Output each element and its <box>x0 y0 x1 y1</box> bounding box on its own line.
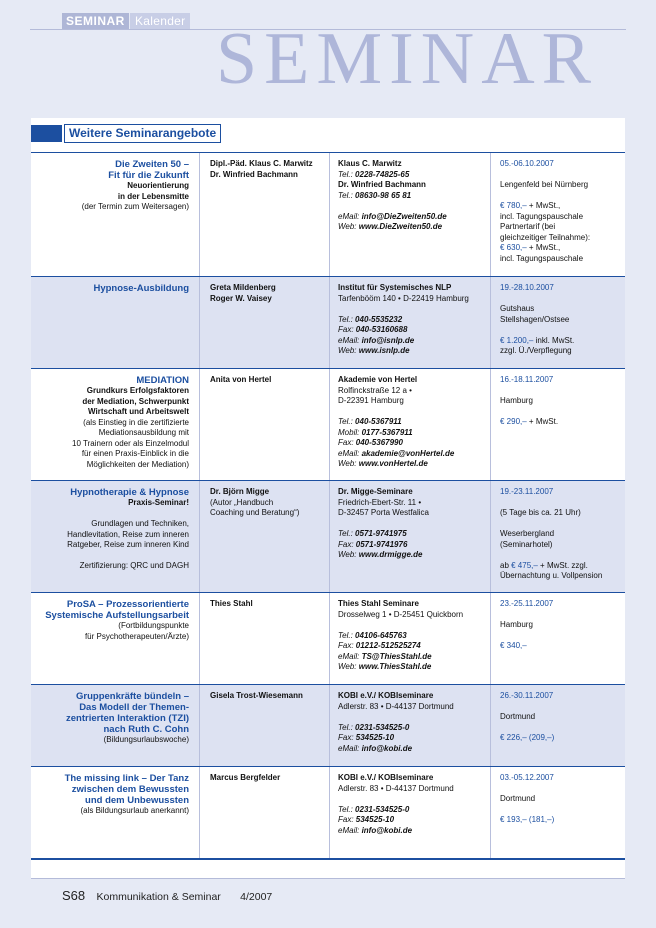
seminar-date: 19.-28.10.2007 <box>500 283 554 292</box>
column-separator <box>199 685 200 766</box>
organizer-name: Thies Stahl Seminare <box>338 599 419 608</box>
seminar-subtitle: der Mediation, Schwerpunkt <box>82 396 189 406</box>
price-value: € 630,– <box>500 243 527 252</box>
contact-line <box>338 191 488 202</box>
column-separator <box>199 481 200 592</box>
contact-line <box>338 550 488 561</box>
contact-label: Tel.: <box>338 190 356 200</box>
seminar-subtitle: Grundkurs Erfolgsfaktoren <box>86 386 189 395</box>
price-line <box>500 336 618 347</box>
spacer <box>500 407 618 418</box>
contact-line <box>338 662 488 673</box>
contact-cell <box>338 773 488 836</box>
info-line: Stellshagen/Ostsee <box>500 314 570 324</box>
content-area <box>31 118 625 878</box>
info-line: gleichzeitiger Teilnahme): <box>500 232 591 242</box>
contact-value: 0571-9741975 <box>355 529 407 538</box>
contact-value: www.isnlp.de <box>358 346 410 355</box>
spacer <box>500 631 618 642</box>
seminar-title: Das Modell der Themen- <box>79 702 189 713</box>
table-row <box>31 276 625 368</box>
spacer <box>31 551 189 562</box>
contact-cell <box>338 375 488 470</box>
seminar-note: Ratgeber, Reise zum inneren Kind <box>67 540 189 549</box>
contact-value: 040-5535232 <box>355 314 403 324</box>
contact-cell <box>338 599 488 673</box>
contact-line <box>338 631 488 642</box>
seminar-date: 19.-23.11.2007 <box>500 487 554 496</box>
column-separator <box>329 685 330 766</box>
spacer <box>500 610 618 621</box>
trainer-name: Dipl.-Päd. Klaus C. Marwitz <box>210 159 313 168</box>
column-separator <box>329 767 330 858</box>
info-line: Übernachtung u. Vollpension <box>500 571 603 580</box>
publication-name: Kommunikation & Seminar <box>96 891 221 903</box>
info-line: Hamburg <box>500 396 533 405</box>
spacer <box>500 702 618 713</box>
trainer-cell <box>210 599 328 610</box>
column-separator <box>490 685 491 766</box>
seminar-note: (als Einstieg in die zertifizierte <box>83 417 189 427</box>
trainer-name: Dr. Winfried Bachmann <box>210 169 298 179</box>
seminar-note: Grundlagen und Techniken, <box>91 519 189 528</box>
contact-line <box>338 652 488 663</box>
contact-label: Fax: <box>338 815 356 824</box>
contact-line <box>338 417 488 428</box>
trainer-note: Coaching und Beratung“) <box>210 508 300 517</box>
price-value: € 1.200,– <box>500 335 534 345</box>
contact-value: info@isnlp.de <box>361 335 415 345</box>
price-suffix: + MwSt. zzgl. <box>537 560 588 570</box>
seminar-title: The missing link – Der Tanz <box>64 773 189 784</box>
trainer-note: (Autor „Handbuch <box>210 497 274 507</box>
seminar-note: (Bildungsurlaubswoche) <box>103 735 189 744</box>
organizer-name: KOBI e.V./ KOBIseminare <box>338 691 434 700</box>
page-footer <box>62 888 272 903</box>
column-separator <box>329 369 330 480</box>
spacer <box>500 498 618 509</box>
trainer-name: Dr. Björn Migge <box>210 487 270 496</box>
spacer <box>500 325 618 336</box>
column-separator <box>199 593 200 684</box>
price-line <box>500 417 618 428</box>
contact-value: 0177-5367911 <box>361 427 413 437</box>
contact-value: www.drmigge.de <box>358 550 423 559</box>
contact-label: eMail: <box>338 651 362 661</box>
contact-label: eMail: <box>338 825 362 835</box>
spacer <box>31 509 189 520</box>
trainer-name: Gisela Trost-Wiesemann <box>210 691 303 700</box>
page-header <box>0 0 656 118</box>
date-price-cell <box>500 487 618 582</box>
contact-value: info@DieZweiten50.de <box>361 211 447 221</box>
price-line <box>500 201 618 212</box>
table-row <box>31 368 625 480</box>
date-price-cell <box>500 375 618 428</box>
contact-value: TS@ThiesStahl.de <box>361 651 432 661</box>
address-line: Adlerstr. 83 • D-44137 Dortmund <box>338 783 454 793</box>
column-separator <box>329 481 330 592</box>
seminar-title: Die Zweiten 50 – <box>115 159 189 170</box>
seminar-title: Systemische Aufstellungsarbeit <box>45 610 189 621</box>
date-price-cell <box>500 159 618 264</box>
organizer-name: KOBI e.V./ KOBIseminare <box>338 773 434 782</box>
contact-label: eMail: <box>338 211 362 221</box>
seminar-title-cell <box>31 599 189 642</box>
contact-value: 040-5367990 <box>355 438 403 447</box>
contact-value: 04106-645763 <box>355 630 407 640</box>
seminar-subtitle: Neuorientierung <box>127 181 189 190</box>
seminar-title: und dem Unbewussten <box>85 795 189 806</box>
contact-label: Fax: <box>338 325 356 334</box>
info-line: incl. Tagungspauschale <box>500 253 584 263</box>
section-marker <box>31 125 62 142</box>
contact-cell <box>338 159 488 233</box>
spacer <box>500 519 618 530</box>
info-line: Partnertarif (bei <box>500 222 556 231</box>
seminar-title: MEDIATION <box>136 375 189 386</box>
spacer <box>500 723 618 734</box>
column-separator <box>329 153 330 276</box>
price-suffix: inkl. MwSt. <box>533 335 575 345</box>
contact-label: Fax: <box>338 438 356 447</box>
table-row <box>31 152 625 276</box>
contact-value: 01212-512525274 <box>355 641 421 650</box>
contact-label: Fax: <box>338 539 356 549</box>
trainer-name: Roger W. Vaisey <box>210 293 272 303</box>
contact-label: Tel.: <box>338 314 356 324</box>
trainer-cell <box>210 159 328 180</box>
seminar-subtitle: Praxis-Seminar! <box>128 498 189 507</box>
contact-value: 040-5367911 <box>355 417 402 426</box>
column-separator <box>490 593 491 684</box>
organizer-name: Akademie von Hertel <box>338 375 418 384</box>
column-separator <box>329 277 330 368</box>
seminar-note: Zertifizierung: QRC und DAGH <box>79 561 189 570</box>
seminar-title-cell <box>31 159 189 213</box>
contact-line <box>338 733 488 744</box>
contact-label: Web: <box>338 662 359 671</box>
contact-label: Tel.: <box>338 529 356 538</box>
section-title: Weitere Seminarangebote <box>64 124 221 143</box>
spacer <box>500 805 618 816</box>
date-price-cell <box>500 283 618 357</box>
spacer <box>338 304 488 315</box>
price-suffix: + MwSt., <box>526 243 561 252</box>
column-separator <box>199 369 200 480</box>
price-line <box>500 733 618 744</box>
price-value: € 226,– (209,–) <box>500 733 555 742</box>
seminar-note: (als Bildungsurlaub anerkannt) <box>80 806 189 815</box>
seminar-title: Gruppenkräfte bündeln – <box>76 691 189 702</box>
seminar-title-cell <box>31 283 189 294</box>
trainer-name: Thies Stahl <box>210 599 253 608</box>
column-separator <box>490 481 491 592</box>
contact-line <box>338 428 488 439</box>
seminar-title-cell <box>31 487 189 572</box>
seminar-date: 05.-06.10.2007 <box>500 159 554 168</box>
contact-line <box>338 346 488 357</box>
price-value: € 780,– <box>500 201 527 210</box>
page-number: S68 <box>62 888 86 903</box>
contact-value: www.ThiesStahl.de <box>358 662 432 671</box>
spacer <box>338 407 488 418</box>
info-line: Dortmund <box>500 794 536 803</box>
info-line: (Seminarhotel) <box>500 539 553 549</box>
price-suffix: + MwSt. <box>526 417 559 426</box>
contact-value: www.DieZweiten50.de <box>358 222 443 231</box>
date-price-cell <box>500 691 618 744</box>
seminar-date: 23.-25.11.2007 <box>500 599 554 608</box>
footer-divider <box>31 878 625 879</box>
spacer <box>338 794 488 805</box>
spacer <box>500 386 618 397</box>
seminar-note: (Fortbildungspunkte <box>118 621 189 630</box>
price-value: € 290,– <box>500 417 527 426</box>
seminar-note: Handlevitation, Reise zum inneren <box>67 529 189 539</box>
contact-line <box>338 641 488 652</box>
contact-label: Tel.: <box>338 804 356 814</box>
contact-value: 534525-10 <box>355 815 395 824</box>
seminar-note: (der Termin zum Weitersagen) <box>81 202 189 211</box>
seminar-title: Hypnose-Ausbildung <box>93 283 189 294</box>
trainer-cell <box>210 375 328 386</box>
seminar-title: nach Ruth C. Cohn <box>103 724 189 735</box>
contact-line <box>338 744 488 755</box>
address-line: D-22391 Hamburg <box>338 396 404 405</box>
info-line: Gutshaus <box>500 304 535 313</box>
seminar-subtitle: in der Lebensmitte <box>117 191 189 201</box>
info-line: (5 Tage bis ca. 21 Uhr) <box>500 508 581 517</box>
address-line: D-32457 Porta Westfalica <box>338 508 430 517</box>
info-line: incl. Tagungspauschale <box>500 211 584 221</box>
price-line <box>500 815 618 826</box>
info-line: zzgl. Ü./Verpflegung <box>500 346 572 355</box>
trainer-name: Anita von Hertel <box>210 375 272 384</box>
header-label-seminar: SEMINAR <box>62 13 129 29</box>
table-bottom-border <box>31 858 625 860</box>
contact-label: eMail: <box>338 743 362 753</box>
trainer-cell <box>210 283 328 304</box>
organizer-name: Klaus C. Marwitz <box>338 159 402 168</box>
contact-line <box>338 315 488 326</box>
contact-value: akademie@vonHertel.de <box>361 448 455 458</box>
column-separator <box>199 153 200 276</box>
contact-line <box>338 449 488 460</box>
contact-label: Web: <box>338 550 359 559</box>
table-row <box>31 766 625 858</box>
contact-value: info@kobi.de <box>361 825 413 835</box>
info-line: Weserbergland <box>500 529 555 538</box>
column-separator <box>490 153 491 276</box>
address-line: Adlerstr. 83 • D-44137 Dortmund <box>338 701 454 711</box>
trainer-cell <box>210 773 328 784</box>
address-line: Drosselweg 1 • D-25451 Quickborn <box>338 609 464 619</box>
contact-value: 0231-534525-0 <box>355 722 410 732</box>
contact-line <box>338 222 488 233</box>
seminar-note: Mediationsausbildung mit <box>98 428 189 437</box>
organizer-name: Dr. Winfried Bachmann <box>338 180 426 189</box>
address-line: Rolfinckstraße 12 a • <box>338 385 412 395</box>
column-separator <box>329 593 330 684</box>
seminar-title-cell <box>31 375 189 470</box>
seminar-title: Hypnotherapie & Hypnose <box>70 487 189 498</box>
contact-label: Mobil: <box>338 427 362 437</box>
contact-value: www.vonHertel.de <box>358 459 428 468</box>
price-line <box>500 243 618 254</box>
trainer-name: Marcus Bergfelder <box>210 773 281 782</box>
spacer <box>338 201 488 212</box>
contact-line <box>338 805 488 816</box>
seminar-date: 26.-30.11.2007 <box>500 691 554 700</box>
date-price-cell <box>500 773 618 826</box>
seminar-date: 16.-18.11.2007 <box>500 375 554 384</box>
page-title: SEMINAR <box>216 18 599 100</box>
column-separator <box>490 767 491 858</box>
contact-value: 040-53160688 <box>355 325 408 334</box>
header-label-kalender: Kalender <box>130 13 190 29</box>
contact-cell <box>338 487 488 561</box>
price-prefix: ab <box>500 560 512 570</box>
contact-label: Tel.: <box>338 722 356 732</box>
contact-line <box>338 325 488 336</box>
spacer <box>500 170 618 181</box>
contact-line <box>338 336 488 347</box>
table-row <box>31 480 625 592</box>
seminar-title: zwischen dem Bewussten <box>71 784 189 795</box>
column-separator <box>199 767 200 858</box>
seminar-note: für einen Praxis-Einblick in die <box>81 449 189 458</box>
seminar-note: 10 Trainern oder als Einzelmodul <box>72 438 189 448</box>
contact-label: Tel.: <box>338 417 356 426</box>
seminar-subtitle: Wirtschaft und Arbeitswelt <box>88 407 189 416</box>
contact-label: Web: <box>338 222 359 231</box>
contact-label: eMail: <box>338 335 362 345</box>
price-line <box>500 641 618 652</box>
contact-line <box>338 815 488 826</box>
contact-line <box>338 459 488 470</box>
trainer-cell <box>210 691 328 702</box>
contact-cell <box>338 283 488 357</box>
column-separator <box>490 369 491 480</box>
spacer <box>500 294 618 305</box>
info-line: Lengenfeld bei Nürnberg <box>500 180 589 189</box>
contact-label: Web: <box>338 459 359 468</box>
address-line: Tarfenbööm 140 • D-22419 Hamburg <box>338 293 469 303</box>
info-line: Hamburg <box>500 620 533 629</box>
price-value: € 193,– (181,–) <box>500 815 555 824</box>
contact-line <box>338 212 488 223</box>
contact-label: Fax: <box>338 641 356 650</box>
trainer-name: Greta Mildenberg <box>210 283 276 292</box>
table-row <box>31 684 625 766</box>
contact-value: 0571-9741976 <box>355 539 408 549</box>
seminar-note: Möglichkeiten der Mediation) <box>86 459 189 469</box>
contact-value: 08630-98 65 81 <box>355 190 412 200</box>
column-separator <box>490 277 491 368</box>
spacer <box>338 620 488 631</box>
spacer <box>500 784 618 795</box>
contact-value: 0231-534525-0 <box>355 804 410 814</box>
organizer-name: Dr. Migge-Seminare <box>338 487 413 496</box>
price-value: € 340,– <box>500 641 527 650</box>
info-line: Dortmund <box>500 712 536 721</box>
date-price-cell <box>500 599 618 652</box>
price-line <box>500 561 618 572</box>
contact-line <box>338 826 488 837</box>
address-line: Friedrich-Ebert-Str. 11 • <box>338 497 422 507</box>
contact-value: info@kobi.de <box>361 743 413 753</box>
spacer <box>338 519 488 530</box>
contact-label: Tel.: <box>338 169 356 179</box>
spacer <box>338 712 488 723</box>
contact-value: 534525-10 <box>355 733 395 742</box>
spacer <box>500 191 618 202</box>
contact-value: 0228-74825-65 <box>355 169 410 179</box>
seminar-title: Fit für die Zukunft <box>108 170 189 181</box>
contact-line <box>338 529 488 540</box>
contact-line <box>338 723 488 734</box>
seminar-title: zentrierten Interaktion (TZI) <box>66 713 189 724</box>
seminar-title: ProSA – Prozessorientierte <box>66 599 189 610</box>
seminar-title-cell <box>31 691 189 746</box>
contact-line <box>338 540 488 551</box>
organizer-name: Institut für Systemisches NLP <box>338 283 452 292</box>
price-suffix: + MwSt., <box>526 201 561 210</box>
table-row <box>31 592 625 684</box>
contact-label: eMail: <box>338 448 362 458</box>
price-value: € 475,– <box>511 560 538 570</box>
spacer <box>500 550 618 561</box>
trainer-cell <box>210 487 328 519</box>
contact-label: Tel.: <box>338 630 356 640</box>
contact-label: Web: <box>338 346 359 355</box>
contact-line <box>338 170 488 181</box>
contact-label: Fax: <box>338 733 356 742</box>
seminar-title-cell <box>31 773 189 817</box>
seminar-date: 03.-05.12.2007 <box>500 773 554 782</box>
issue-number: 4/2007 <box>240 891 273 903</box>
seminar-note: für Psychotherapeuten/Ärzte) <box>84 631 189 641</box>
column-separator <box>199 277 200 368</box>
contact-line <box>338 438 488 449</box>
contact-cell <box>338 691 488 754</box>
